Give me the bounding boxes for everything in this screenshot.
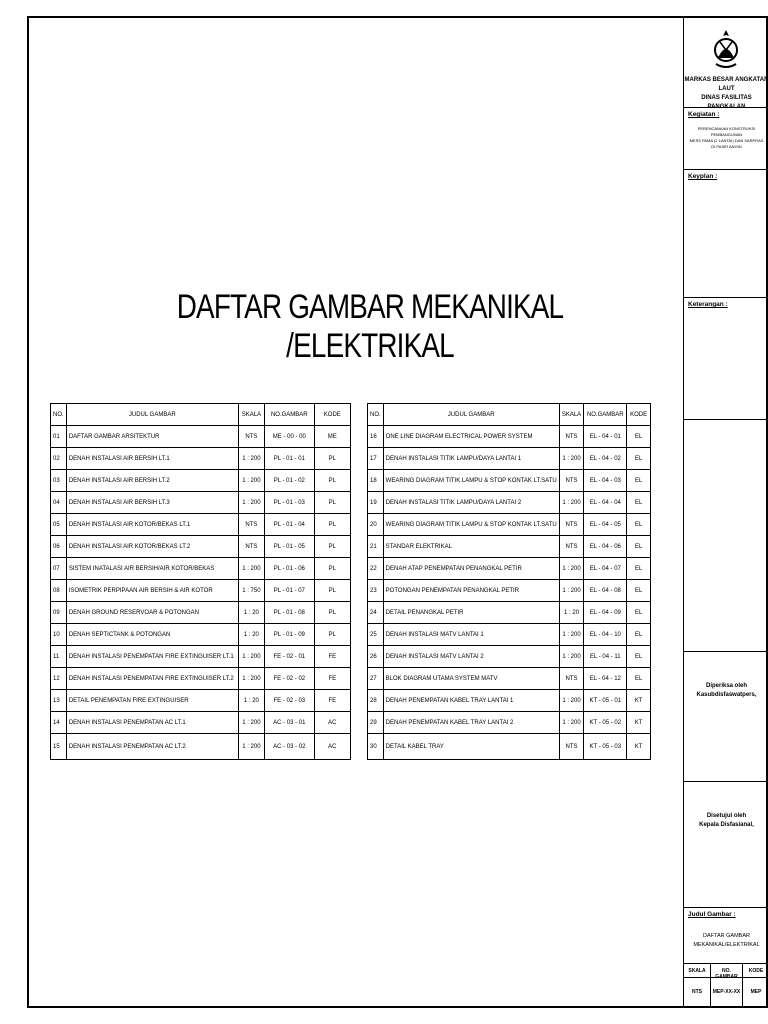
- header-judul: JUDUL GAMBAR: [383, 404, 559, 426]
- row-title: DETAIL PENANGKAL PETIR: [383, 602, 559, 624]
- row-number: 14: [51, 712, 67, 734]
- header-skala: SKALA: [559, 404, 584, 426]
- table-row: [368, 426, 651, 448]
- table-row: [51, 690, 351, 712]
- row-number: 18: [368, 470, 384, 492]
- row-number: 09: [51, 602, 67, 624]
- row-scale: 1 : 200: [238, 712, 264, 734]
- row-scale: 1 : 200: [238, 492, 264, 514]
- row-title: DETAIL PENEMPATAN FIRE EXTINGUISER: [66, 690, 238, 712]
- table-header-row: [368, 404, 651, 426]
- skala-label: SKALA: [688, 968, 706, 974]
- table-row: [51, 470, 351, 492]
- row-scale: 1 : 750: [238, 580, 264, 602]
- row-number: 29: [368, 712, 384, 734]
- row-number: 01: [51, 426, 67, 448]
- row-title: DENAH INSTALASI MATV LANTAI 1: [383, 624, 559, 646]
- row-number: 13: [51, 690, 67, 712]
- row-title: DENAH INSTALASI AIR BERSIH LT.1: [66, 448, 238, 470]
- row-code: FE: [314, 690, 350, 712]
- keterangan-section: [684, 298, 768, 420]
- table-row: [368, 448, 651, 470]
- row-drawing-number: EL - 04 - 03: [584, 470, 627, 492]
- row-title: DETAIL KABEL TRAY: [383, 734, 559, 760]
- table-row: [368, 558, 651, 580]
- table-row: [51, 558, 351, 580]
- kegiatan-label: Kegiatan :: [688, 111, 720, 118]
- row-number: 03: [51, 470, 67, 492]
- row-drawing-number: EL - 04 - 06: [584, 536, 627, 558]
- header-skala: SKALA: [238, 404, 264, 426]
- row-drawing-number: FE - 02 - 02: [265, 668, 315, 690]
- row-code: ME: [314, 426, 350, 448]
- row-scale: NTS: [559, 426, 584, 448]
- row-scale: NTS: [559, 514, 584, 536]
- row-title: DENAH INSTALASI PENEMPATAN FIRE EXTINGUISER LT.1: [66, 646, 238, 668]
- row-number: 12: [51, 668, 67, 690]
- table-row: [368, 470, 651, 492]
- row-title: DENAH INSTALASI TITIK LAMPU/DAYA LANTAI 1: [383, 448, 559, 470]
- judul-gambar-line2: MEKANIKAL/ELEKTRIKAL: [693, 942, 760, 948]
- row-scale: 1 : 200: [559, 712, 584, 734]
- row-drawing-number: PL - 01 - 09: [265, 624, 315, 646]
- row-title: BLOK DIAGRAM UTAMA SYSTEM MATV: [383, 668, 559, 690]
- row-drawing-number: EL - 04 - 04: [584, 492, 627, 514]
- table-header-row: [51, 404, 351, 426]
- table-row: [51, 646, 351, 668]
- row-drawing-number: FE - 02 - 01: [265, 646, 315, 668]
- row-drawing-number: EL - 04 - 07: [584, 558, 627, 580]
- row-code: PL: [314, 602, 350, 624]
- row-number: 05: [51, 514, 67, 536]
- row-drawing-number: KT - 05 - 03: [584, 734, 627, 760]
- row-drawing-number: PL - 01 - 05: [265, 536, 315, 558]
- row-number: 07: [51, 558, 67, 580]
- row-code: EL: [627, 668, 651, 690]
- row-drawing-number: EL - 04 - 11: [584, 646, 627, 668]
- row-scale: 1 : 200: [238, 448, 264, 470]
- kode-value: MEP: [750, 989, 762, 995]
- judul-gambar-label: Judul Gambar :: [688, 911, 736, 918]
- row-code: PL: [314, 558, 350, 580]
- row-title: DENAH INSTALASI AIR BERSIH LT.2: [66, 470, 238, 492]
- row-drawing-number: EL - 04 - 08: [584, 580, 627, 602]
- title-block: [683, 16, 768, 1008]
- row-number: 26: [368, 646, 384, 668]
- row-code: PL: [314, 514, 350, 536]
- kegiatan-line1: PERENCANAAN KONSTRUKSI PEMBANGUNAN: [697, 126, 756, 137]
- table-row: [368, 536, 651, 558]
- disetujui-line1: Disetujui oleh: [706, 813, 747, 819]
- row-number: 27: [368, 668, 384, 690]
- row-code: KT: [627, 712, 651, 734]
- row-scale: 1 : 200: [238, 646, 264, 668]
- row-number: 06: [51, 536, 67, 558]
- row-drawing-number: PL - 01 - 08: [265, 602, 315, 624]
- row-number: 30: [368, 734, 384, 760]
- table-row: [51, 602, 351, 624]
- row-drawing-number: EL - 04 - 12: [584, 668, 627, 690]
- navy-emblem-icon: [712, 28, 740, 70]
- org-name-line1: MARKAS BESAR ANGKATAN LAUT: [684, 77, 768, 92]
- keyplan-section: [684, 170, 768, 298]
- table-row: [368, 690, 651, 712]
- row-title: DAFTAR GAMBAR ARSITEKTUR: [66, 426, 238, 448]
- row-title: DENAH INSTALASI TITIK LAMPU/DAYA LANTAI 2: [383, 492, 559, 514]
- row-scale: 1 : 20: [559, 602, 584, 624]
- page-title: DAFTAR GAMBAR MEKANIKAL /ELEKTRIKAL: [176, 288, 564, 365]
- row-number: 23: [368, 580, 384, 602]
- row-code: EL: [627, 470, 651, 492]
- table-row: [368, 734, 651, 760]
- row-scale: 1 : 20: [238, 690, 264, 712]
- row-code: FE: [314, 646, 350, 668]
- row-drawing-number: PL - 01 - 04: [265, 514, 315, 536]
- row-scale: 1 : 200: [238, 558, 264, 580]
- row-code: EL: [627, 602, 651, 624]
- row-drawing-number: FE - 02 - 03: [265, 690, 315, 712]
- table-row: [368, 580, 651, 602]
- row-drawing-number: KT - 05 - 02: [584, 712, 627, 734]
- row-scale: 1 : 200: [559, 690, 584, 712]
- row-code: EL: [627, 624, 651, 646]
- table-row: [51, 580, 351, 602]
- header-judul: JUDUL GAMBAR: [66, 404, 238, 426]
- row-title: STANDAR ELEKTRIKAL: [383, 536, 559, 558]
- row-scale: 1 : 20: [238, 624, 264, 646]
- table-row: [51, 536, 351, 558]
- row-drawing-number: AC - 03 - 01: [265, 712, 315, 734]
- row-code: AC: [314, 734, 350, 760]
- row-scale: 1 : 200: [559, 646, 584, 668]
- table-row: [368, 646, 651, 668]
- row-drawing-number: ME - 00 - 00: [265, 426, 315, 448]
- table-row: [51, 668, 351, 690]
- header-kode: KODE: [627, 404, 651, 426]
- row-drawing-number: PL - 01 - 07: [265, 580, 315, 602]
- row-title: DENAH INSTALASI AIR KOTOR/BEKAS LT.1: [66, 514, 238, 536]
- disetujui-line2: Kepala Disfasianal,: [699, 822, 754, 828]
- row-code: EL: [627, 426, 651, 448]
- row-title: DENAH INSTALASI PENEMPATAN AC LT.1: [66, 712, 238, 734]
- row-scale: 1 : 200: [238, 734, 264, 760]
- table-row: [51, 624, 351, 646]
- row-title: WEARING DIAGRAM TITIK LAMPU & STOP KONTAK LT.SATU: [383, 470, 559, 492]
- row-drawing-number: EL - 04 - 10: [584, 624, 627, 646]
- no-gambar-value: MEP-XX-XX: [712, 989, 741, 995]
- title-block-header: [684, 16, 768, 108]
- row-scale: NTS: [559, 668, 584, 690]
- row-scale: NTS: [559, 536, 584, 558]
- header-no: NO.: [368, 404, 384, 426]
- judul-gambar-section: [684, 908, 768, 964]
- row-title: DENAH INSTALASI PENEMPATAN FIRE EXTINGUISER LT.2: [66, 668, 238, 690]
- row-scale: NTS: [559, 734, 584, 760]
- header-no-gambar: NO.GAMBAR: [265, 404, 315, 426]
- row-scale: 1 : 200: [238, 470, 264, 492]
- row-title: POTONGAN PENEMPATAN PENANGKAL PETIR: [383, 580, 559, 602]
- row-scale: 1 : 200: [238, 668, 264, 690]
- disetujui-section: [684, 782, 768, 908]
- row-title: SISTEM INATALASI AIR BERSIH/AIR KOTOR/BEKAS: [66, 558, 238, 580]
- row-title: DENAH GROUND RESERVOAR & POTONGAN: [66, 602, 238, 624]
- drawing-list-table-left: [50, 403, 351, 760]
- row-code: PL: [314, 448, 350, 470]
- row-code: PL: [314, 536, 350, 558]
- diperiksa-section: [684, 652, 768, 782]
- row-code: PL: [314, 470, 350, 492]
- row-drawing-number: PL - 01 - 02: [265, 470, 315, 492]
- row-number: 19: [368, 492, 384, 514]
- row-scale: NTS: [559, 470, 584, 492]
- row-code: FE: [314, 668, 350, 690]
- table-row: [51, 448, 351, 470]
- row-scale: 1 : 200: [559, 492, 584, 514]
- row-scale: 1 : 20: [238, 602, 264, 624]
- kegiatan-line3: DI PASIR ANGIN: [711, 144, 742, 149]
- row-scale: 1 : 200: [559, 624, 584, 646]
- row-number: 08: [51, 580, 67, 602]
- row-title: DENAH ATAP PENEMPATAN PENANGKAL PETIR: [383, 558, 559, 580]
- table-row: [51, 492, 351, 514]
- row-number: 16: [368, 426, 384, 448]
- row-code: KT: [627, 734, 651, 760]
- row-drawing-number: EL - 04 - 09: [584, 602, 627, 624]
- row-number: 10: [51, 624, 67, 646]
- table-row: [368, 668, 651, 690]
- table-row: [368, 514, 651, 536]
- row-number: 28: [368, 690, 384, 712]
- row-drawing-number: EL - 04 - 05: [584, 514, 627, 536]
- keyplan-label: Keyplan :: [688, 173, 718, 180]
- row-title: DENAH PENEMPATAN KABEL TRAY LANTAI 2: [383, 712, 559, 734]
- row-scale: 1 : 200: [559, 580, 584, 602]
- row-code: AC: [314, 712, 350, 734]
- row-code: EL: [627, 558, 651, 580]
- row-number: 15: [51, 734, 67, 760]
- row-title: DENAH INSTALASI MATV LANTAI 2: [383, 646, 559, 668]
- row-title: ONE LINE DIAGRAM ELECTRICAL POWER SYSTEM: [383, 426, 559, 448]
- row-number: 24: [368, 602, 384, 624]
- row-number: 25: [368, 624, 384, 646]
- row-code: PL: [314, 580, 350, 602]
- table-row: [51, 514, 351, 536]
- row-number: 04: [51, 492, 67, 514]
- kode-label: KODE: [748, 968, 764, 974]
- row-code: EL: [627, 448, 651, 470]
- kegiatan-line2: MESS PAMA (2 LANTAI) DAN SARPRAS: [689, 138, 764, 143]
- kegiatan-section: [684, 108, 768, 170]
- row-code: EL: [627, 492, 651, 514]
- row-code: EL: [627, 536, 651, 558]
- header-no: NO.: [51, 404, 67, 426]
- row-drawing-number: PL - 01 - 06: [265, 558, 315, 580]
- org-name-line2: DINAS FASILITAS PANGKALAN: [701, 95, 752, 110]
- row-number: 02: [51, 448, 67, 470]
- table-row: [51, 426, 351, 448]
- diperiksa-line2: Kasubdisfaswatpers,: [696, 692, 757, 698]
- row-number: 11: [51, 646, 67, 668]
- row-number: 17: [368, 448, 384, 470]
- row-scale: NTS: [238, 536, 264, 558]
- row-code: EL: [627, 514, 651, 536]
- row-code: PL: [314, 492, 350, 514]
- row-title: DENAH SEPTICTANK & POTONGAN: [66, 624, 238, 646]
- diperiksa-line1: Diperiksa oleh: [705, 683, 747, 689]
- row-drawing-number: EL - 04 - 02: [584, 448, 627, 470]
- header-no-gambar: NO.GAMBAR: [584, 404, 627, 426]
- drawing-list-table-right: [367, 403, 651, 760]
- row-scale: NTS: [238, 514, 264, 536]
- keterangan-label: Keterangan :: [688, 301, 728, 308]
- row-title: DENAH PENEMPATAN KABEL TRAY LANTAI 1: [383, 690, 559, 712]
- row-title: WEARING DIAGRAM TITIK LAMPU & STOP KONTAK LT.SATU: [383, 514, 559, 536]
- skala-value: NTS: [692, 989, 702, 995]
- row-drawing-number: AC - 03 - 02: [265, 734, 315, 760]
- table-row: [51, 712, 351, 734]
- row-title: DENAH INSTALASI AIR BERSIH LT.3: [66, 492, 238, 514]
- row-drawing-number: EL - 04 - 01: [584, 426, 627, 448]
- row-code: KT: [627, 690, 651, 712]
- blank-section: [684, 420, 768, 652]
- judul-gambar-line1: DAFTAR GAMBAR: [703, 933, 750, 939]
- row-code: PL: [314, 624, 350, 646]
- row-scale: NTS: [238, 426, 264, 448]
- table-row: [51, 734, 351, 760]
- row-drawing-number: PL - 01 - 01: [265, 448, 315, 470]
- row-number: 21: [368, 536, 384, 558]
- table-row: [368, 624, 651, 646]
- table-row: [368, 712, 651, 734]
- row-title: DENAH INSTALASI PENEMPATAN AC LT.2: [66, 734, 238, 760]
- table-row: [368, 602, 651, 624]
- row-title: ISOMETRIK PERPIPAAN AIR BERSIH & AIR KOTOR: [66, 580, 238, 602]
- row-code: EL: [627, 646, 651, 668]
- row-number: 22: [368, 558, 384, 580]
- row-title: DENAH INSTALASI AIR KOTOR/BEKAS LT.2: [66, 536, 238, 558]
- row-scale: 1 : 200: [559, 558, 584, 580]
- row-number: 20: [368, 514, 384, 536]
- no-gambar-label: NO. GAMBAR: [715, 968, 738, 980]
- row-drawing-number: PL - 01 - 03: [265, 492, 315, 514]
- row-code: EL: [627, 580, 651, 602]
- table-row: [368, 492, 651, 514]
- row-drawing-number: KT - 05 - 01: [584, 690, 627, 712]
- row-scale: 1 : 200: [559, 448, 584, 470]
- drawing-info-grid: [684, 964, 768, 1008]
- header-kode: KODE: [314, 404, 350, 426]
